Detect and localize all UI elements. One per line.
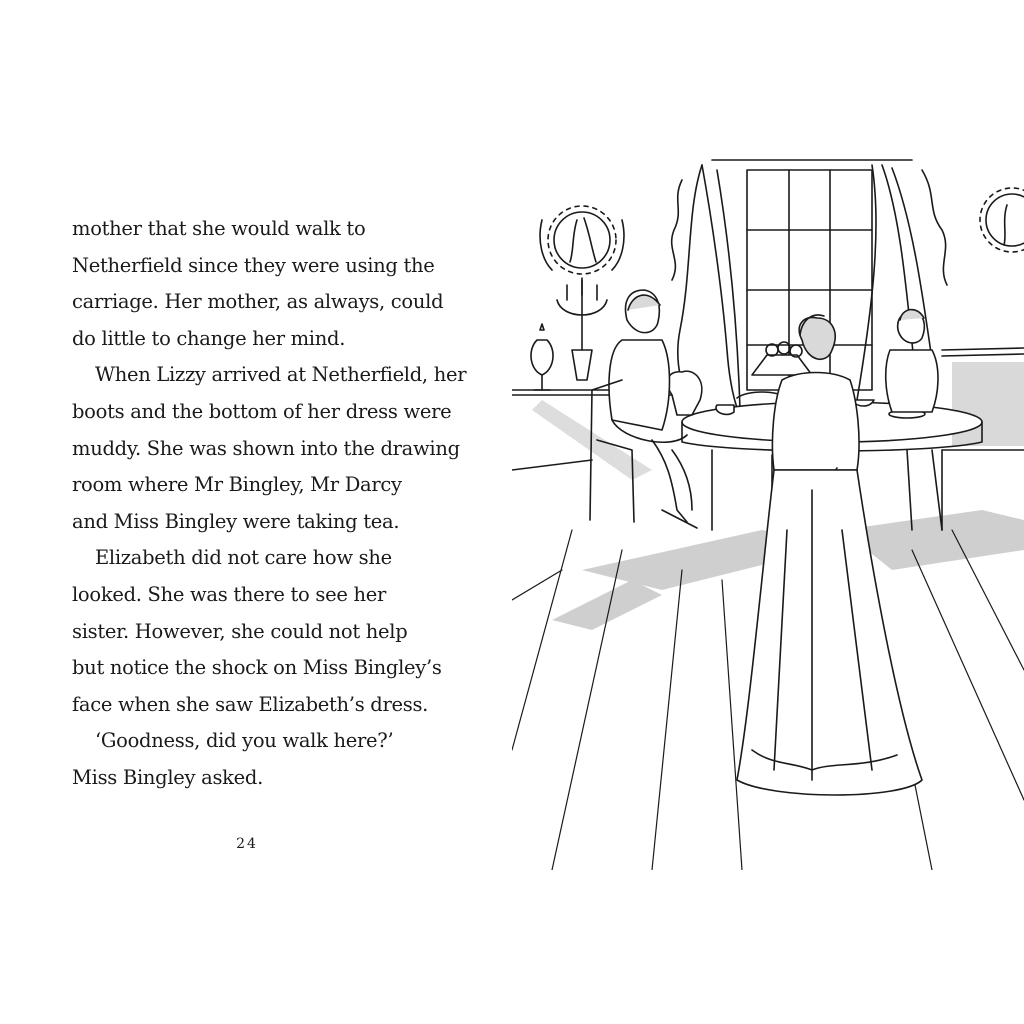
text-line: boots and the bottom of her dress were <box>72 399 452 423</box>
text-line: face when she saw Elizabeth’s dress. <box>72 692 429 716</box>
text-line: mother that she would walk to <box>72 217 366 240</box>
text-line: Miss Bingley asked. <box>72 765 263 789</box>
page-number: 24 <box>236 836 258 852</box>
text-line: When Lizzy arrived at Netherfield, her <box>95 363 467 387</box>
urn <box>531 324 553 390</box>
text-line: Elizabeth did not care how she <box>95 546 392 570</box>
text-line: Netherfield since they were using the <box>72 253 435 277</box>
text-line: carriage. Her mother, as always, could <box>72 290 444 314</box>
text-line: and Miss Bingley were taking tea. <box>72 509 400 533</box>
candelabra <box>557 278 607 380</box>
text-line: sister. However, she could not help <box>72 619 408 643</box>
wall-wreath-left <box>540 206 624 274</box>
text-line: do little to change her mind. <box>72 326 346 350</box>
text-line: room where Mr Bingley, Mr Darcy <box>72 473 402 497</box>
wall-wreath-right <box>980 188 1024 252</box>
drawing-room-illustration <box>512 150 1024 870</box>
text-line: but notice the shock on Miss Bingley’s <box>72 656 442 680</box>
body-text <box>72 211 467 797</box>
text-line: ‘Goodness, did you walk here?’ <box>95 729 394 753</box>
text-line: looked. She was there to see her <box>72 582 387 606</box>
text-line: muddy. She was shown into the drawing <box>72 436 460 460</box>
